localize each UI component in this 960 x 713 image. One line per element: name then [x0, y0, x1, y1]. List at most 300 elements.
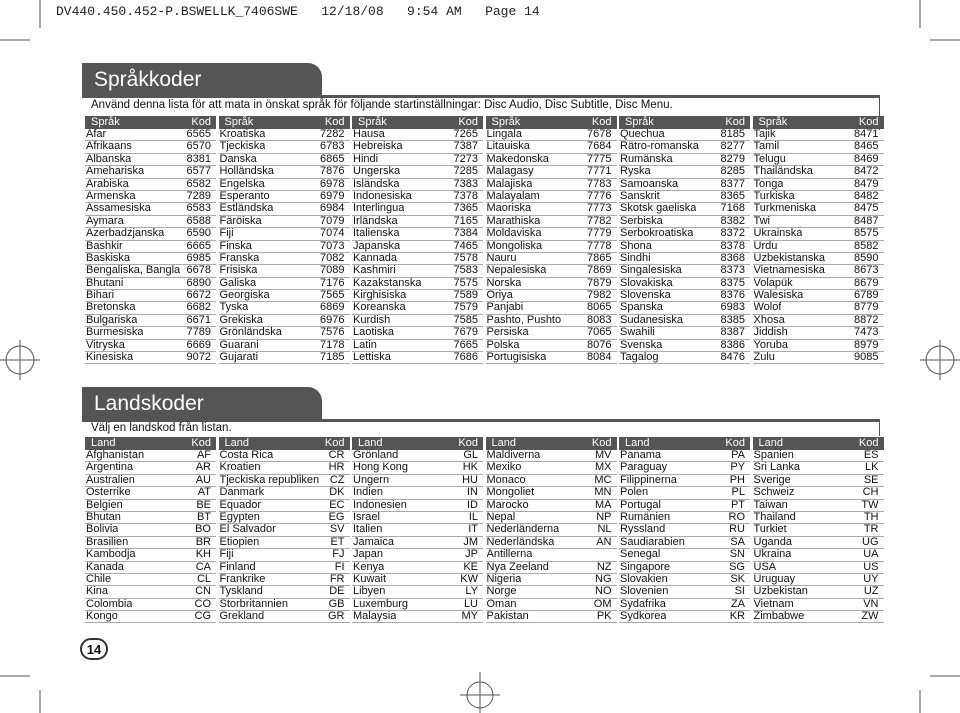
entry-code: GL	[463, 449, 478, 461]
column-header-code: Kod	[191, 437, 211, 449]
entry-name: Holländska	[219, 166, 274, 178]
entry-code: CO	[194, 597, 211, 610]
entry-code: TR	[863, 523, 879, 536]
entry-code: 6565	[186, 128, 211, 140]
entry-name: Slovakiska	[620, 277, 673, 289]
entry-code: 7365	[453, 202, 478, 215]
entry-code: UA	[863, 548, 879, 561]
entry-name: Esperanto	[219, 190, 270, 202]
entry-code: VN	[863, 597, 879, 610]
entry-name: Colombia	[86, 598, 133, 610]
country-codes-title: Landskoder	[82, 387, 322, 420]
entry-code: ZW	[861, 610, 879, 623]
entry-name: Mongoliet	[486, 487, 535, 499]
table-row	[85, 302, 216, 314]
entry-name: Japanska	[353, 240, 401, 252]
entry-code: 7783	[587, 177, 612, 190]
entry-code: 7378	[453, 189, 478, 202]
entry-name: Litauiska	[486, 141, 530, 153]
table-row	[753, 524, 884, 536]
column-header-name: Land	[625, 437, 650, 449]
entry-name: Marathiska	[486, 215, 541, 227]
column-header-name: Land	[91, 437, 116, 449]
entry-code: 7265	[453, 128, 478, 140]
entry-code: SN	[729, 548, 745, 561]
entry-name: Rumänien	[620, 511, 671, 523]
entry-code: 8385	[720, 313, 745, 326]
language-section-rule	[82, 95, 880, 98]
entry-code: GB	[328, 597, 345, 610]
entry-name: Kinesiska	[86, 352, 134, 364]
entry-name: Azerbadzjanska	[86, 228, 165, 240]
entry-name: Wolof	[753, 302, 782, 314]
entry-code: JM	[463, 535, 478, 548]
entry-name: Swahili	[620, 327, 655, 339]
table-row	[85, 586, 216, 598]
entry-code: US	[863, 560, 879, 573]
entry-code: 6669	[186, 338, 211, 351]
entry-code: KH	[195, 548, 211, 561]
entry-code: 7473	[854, 326, 879, 339]
table-row	[85, 352, 216, 364]
table-row	[85, 265, 216, 277]
entry-name: Ryska	[620, 166, 651, 178]
entry-code: 8277	[720, 140, 745, 153]
entry-name: Walesiska	[753, 290, 804, 302]
countries-column-2	[219, 437, 350, 623]
entry-code: BR	[195, 535, 211, 548]
entry-name: Urdu	[753, 240, 778, 252]
entry-code: 8471	[854, 128, 879, 140]
entry-code: 7285	[453, 165, 478, 178]
entry-name: Sindhi	[620, 252, 651, 264]
entry-code: 6570	[186, 140, 211, 153]
entry-name: Nederländska	[486, 536, 555, 548]
table-row	[85, 462, 216, 474]
table-row	[619, 265, 750, 277]
entry-name: Rätro-romanska	[620, 141, 699, 153]
entry-name: Bengaliska, Bangla	[86, 265, 181, 277]
entry-name: Ungerska	[353, 166, 401, 178]
entry-name: Japan	[353, 549, 383, 561]
table-row	[486, 462, 617, 474]
table-row	[352, 586, 483, 598]
table-row	[352, 549, 483, 561]
entry-code: AN	[596, 535, 612, 548]
table-row	[85, 327, 216, 339]
entry-code: 6678	[186, 264, 211, 277]
entry-name: Skotsk gaeliska	[620, 203, 697, 215]
entry-name: Italien	[353, 524, 383, 536]
entry-name: Grekland	[219, 611, 265, 623]
table-row	[486, 524, 617, 536]
entry-name: Sri Lanka	[753, 462, 800, 474]
entry-code: 7876	[320, 165, 345, 178]
table-row	[85, 141, 216, 153]
table-row	[753, 352, 884, 364]
column-header-code: Kod	[191, 116, 211, 128]
entry-name: Kanada	[86, 561, 124, 573]
column-header-name: Språk	[224, 116, 254, 128]
entry-name: Hausa	[353, 129, 385, 140]
entry-code: SE	[863, 473, 879, 486]
column-header-name: Språk	[625, 116, 654, 128]
table-row	[352, 611, 483, 623]
entry-code: 8377	[720, 177, 745, 190]
table-row	[486, 141, 617, 153]
entry-name: Turkiska	[753, 190, 795, 202]
table-row	[85, 166, 216, 178]
entry-code: 8590	[854, 251, 879, 264]
entry-name: Kuwait	[353, 573, 387, 585]
entry-name: Bashkir	[86, 240, 123, 252]
table-row	[352, 265, 483, 277]
entry-code: UG	[862, 535, 879, 548]
entry-name: Bulgariska	[86, 314, 138, 326]
entry-code: 6865	[320, 152, 345, 165]
entry-name: Armenska	[86, 190, 136, 202]
entry-code: SI	[734, 585, 745, 598]
entry-code: SA	[730, 535, 745, 548]
entry-name: Panama	[620, 450, 661, 461]
entry-name: Singapore	[620, 561, 671, 573]
entry-name: Kina	[86, 586, 109, 598]
column-header-code: Kod	[324, 116, 345, 128]
table-row	[219, 586, 350, 598]
entry-name: Afghanistan	[86, 450, 145, 461]
entry-code: 9072	[186, 351, 211, 364]
entry-name: Uganda	[753, 536, 793, 548]
entry-code: 7665	[453, 338, 478, 351]
entry-code: PH	[729, 473, 745, 486]
entry-code: 6978	[320, 177, 345, 190]
entry-code: HU	[462, 473, 478, 486]
column-header-code: Kod	[858, 437, 879, 449]
entry-name: Storbritannien	[219, 598, 288, 610]
entry-code: AT	[197, 486, 211, 499]
table-row	[352, 574, 483, 586]
entry-code: ZA	[730, 597, 745, 610]
entry-name: Australien	[86, 474, 135, 486]
entry-code: 7082	[320, 251, 345, 264]
entry-code: 8979	[854, 338, 879, 351]
entry-name: Uzbekistan	[753, 586, 808, 598]
entry-name: Bretonska	[86, 302, 136, 314]
table-row	[619, 302, 750, 314]
entry-name: Vitryska	[86, 339, 125, 351]
entry-name: Bhutan	[86, 511, 121, 523]
entry-code: 8076	[587, 338, 612, 351]
entry-name: Engelska	[219, 178, 265, 190]
table-row	[753, 141, 884, 153]
entry-name: Tjeckiska republiken	[219, 474, 320, 486]
entry-name: Luxemburg	[353, 598, 409, 610]
entry-name: Persiska	[486, 327, 529, 339]
column-header-code: Kod	[858, 116, 879, 128]
entry-code: 7384	[453, 227, 478, 240]
table-row	[219, 228, 350, 240]
table-row	[753, 586, 884, 598]
entry-name: Schweiz	[753, 487, 795, 499]
entry-name: Koreanska	[353, 302, 406, 314]
table-row	[352, 166, 483, 178]
entry-code: 7465	[453, 239, 478, 252]
entry-name: Uzbekistanska	[753, 252, 826, 264]
entry-name: Baskiska	[86, 252, 131, 264]
entry-code: 7387	[453, 140, 478, 153]
entry-code: PK	[596, 610, 612, 623]
entry-code: 6665	[186, 239, 211, 252]
entry-name: Ukrainska	[753, 228, 803, 240]
entry-code: 6985	[186, 251, 211, 264]
table-row	[85, 611, 216, 623]
entry-name: Finland	[219, 561, 256, 573]
entry-code: 7383	[453, 177, 478, 190]
entry-name: Norska	[486, 277, 522, 289]
table-row	[219, 302, 350, 314]
table-row	[486, 537, 617, 549]
entry-code: LK	[865, 461, 879, 474]
entry-name: Malajiska	[486, 178, 533, 190]
table-row	[753, 166, 884, 178]
entry-name: Frankrike	[219, 573, 266, 585]
entry-code: 6976	[320, 313, 345, 326]
entry-code: ES	[863, 449, 879, 461]
entry-name: Kannada	[353, 252, 398, 264]
entry-name: Jamaica	[353, 536, 394, 548]
table-row	[352, 352, 483, 364]
country-intro: Välj en landskod från listan.	[91, 422, 232, 434]
entry-name: Nauru	[486, 252, 517, 264]
entry-code: 8472	[854, 165, 879, 178]
table-row	[219, 141, 350, 153]
table-row	[753, 450, 884, 462]
table-row	[219, 487, 350, 499]
entry-code: CH	[862, 486, 879, 499]
entry-code: 7578	[453, 251, 478, 264]
entry-code: ID	[467, 498, 478, 511]
entry-name: Bhutani	[86, 277, 124, 289]
table-row	[352, 228, 483, 240]
column-header-name: Land	[758, 437, 783, 449]
entry-name: Marocko	[486, 499, 529, 511]
entry-code: 8386	[720, 338, 745, 351]
entry-code: IL	[468, 510, 478, 523]
entry-code: 7865	[587, 251, 612, 264]
entry-code: 8487	[854, 214, 879, 227]
entry-name: Twi	[753, 215, 770, 227]
entry-code: HR	[328, 461, 345, 474]
table-row	[753, 327, 884, 339]
entry-code: TH	[863, 510, 879, 523]
entry-name: Kambodja	[86, 549, 136, 561]
entry-name: Nigeria	[486, 573, 522, 585]
table-row	[85, 549, 216, 561]
column-header-code: Kod	[324, 437, 345, 449]
language-codes-title: Språkkoder	[82, 63, 322, 96]
entry-code: 8465	[854, 140, 879, 153]
entry-name: Brasilien	[86, 536, 129, 548]
languages-column-3	[352, 116, 483, 364]
entry-code: CL	[196, 572, 211, 585]
entry-name: Fiji	[219, 549, 234, 561]
entry-code: CR	[328, 449, 345, 461]
entry-code: 8372	[720, 227, 745, 240]
entry-code: 7282	[320, 128, 345, 140]
entry-name: Turkiet	[753, 524, 787, 536]
entry-code: 8365	[720, 189, 745, 202]
entry-name: Slovenska	[620, 290, 671, 302]
entry-code: IN	[467, 486, 478, 499]
entry-name: Tyska	[219, 302, 249, 314]
entry-code: 7576	[320, 326, 345, 339]
entry-name: Equador	[219, 499, 262, 511]
entry-code: BT	[196, 510, 211, 523]
table-row	[753, 203, 884, 215]
entry-name: Grekiska	[219, 314, 263, 326]
entry-name: Kurdish	[353, 314, 391, 326]
entry-name: Burmesiska	[86, 327, 144, 339]
entry-name: Hebreiska	[353, 141, 403, 153]
entry-name: Kroatiska	[219, 129, 266, 140]
entry-name: Xhosa	[753, 314, 785, 326]
entry-name: Albanska	[86, 153, 132, 165]
table-row	[486, 327, 617, 339]
table-row	[219, 166, 350, 178]
table-row	[352, 500, 483, 512]
entry-code: 6979	[320, 189, 345, 202]
entry-code: CA	[195, 560, 211, 573]
table-row	[219, 265, 350, 277]
entry-code: KE	[463, 560, 478, 573]
entry-code: IT	[468, 523, 478, 536]
entry-name: Jiddish	[753, 327, 788, 339]
language-intro: Använd denna lista för att mata in önskat språk för följande startinställningar: Disc Audio, Disc Subtitle, Disc Menu.	[91, 99, 673, 111]
entry-code: 6682	[186, 301, 211, 314]
table-row	[486, 265, 617, 277]
entry-name: Rumänska	[620, 153, 673, 165]
entry-name: Sydafrika	[620, 598, 666, 610]
entry-name: Shona	[620, 240, 652, 252]
entry-code: 7776	[587, 189, 612, 202]
table-row	[619, 327, 750, 339]
entry-code: 7771	[587, 165, 612, 178]
entry-name: Zimbabwe	[753, 611, 805, 623]
entry-code: 7185	[320, 351, 345, 364]
column-header-name: Språk	[491, 116, 521, 128]
entry-code: 8375	[720, 276, 745, 289]
entry-code: FJ	[332, 548, 345, 561]
country-code-table	[85, 437, 884, 623]
entry-code: UY	[863, 572, 879, 585]
entry-code: 6583	[186, 202, 211, 215]
table-row	[352, 141, 483, 153]
entry-name: Zulu	[753, 352, 775, 364]
countries-column-4	[486, 437, 617, 623]
entry-code: 7065	[587, 326, 612, 339]
entry-code: CG	[194, 610, 211, 623]
entry-name: Nepalesiska	[486, 265, 547, 277]
countries-column-6	[753, 437, 884, 623]
entry-code: 8382	[720, 214, 745, 227]
entry-name: Portugal	[620, 499, 661, 511]
entry-code: 7089	[320, 264, 345, 277]
table-row	[85, 203, 216, 215]
column-header-name: Land	[224, 437, 249, 449]
table-row	[753, 265, 884, 277]
countries-column-5	[619, 437, 750, 623]
entry-code: RU	[729, 523, 745, 536]
table-row	[352, 302, 483, 314]
languages-column-2	[219, 116, 350, 364]
entry-code: 6671	[186, 313, 211, 326]
entry-name: Georgiska	[219, 290, 270, 302]
table-row	[619, 487, 750, 499]
entry-code: 8387	[720, 326, 745, 339]
table-row	[352, 462, 483, 474]
table-row	[352, 524, 483, 536]
entry-name: Bolivia	[86, 524, 119, 536]
table-row	[619, 586, 750, 598]
entry-name: Samoanska	[620, 178, 679, 190]
entry-name: Bihari	[86, 290, 115, 302]
entry-name: Interlingua	[353, 203, 405, 215]
entry-code: 6582	[186, 177, 211, 190]
entry-name: Kongo	[86, 611, 118, 623]
languages-column-1	[85, 116, 216, 364]
entry-name: Malagasy	[486, 166, 534, 178]
entry-name: Makedonska	[486, 153, 549, 165]
entry-name: Galiska	[219, 277, 257, 289]
entry-code: 8065	[587, 301, 612, 314]
entry-name: Quechua	[620, 129, 665, 140]
entry-code: KW	[460, 572, 478, 585]
entry-name: Kenya	[353, 561, 385, 573]
entry-name: Svenska	[620, 339, 663, 351]
entry-name: Gujarati	[219, 352, 259, 364]
table-row	[219, 611, 350, 623]
entry-name: Oriya	[486, 290, 513, 302]
entry-code: 7073	[320, 239, 345, 252]
table-row	[219, 524, 350, 536]
entry-code: 7879	[587, 276, 612, 289]
entry-code: 7782	[587, 214, 612, 227]
table-row	[219, 537, 350, 549]
entry-name: Yoruba	[753, 339, 788, 351]
entry-code: CN	[195, 585, 211, 598]
entry-name: Sydkorea	[620, 611, 667, 623]
entry-name: Nepal	[486, 511, 516, 523]
entry-name: Sanskrit	[620, 190, 660, 202]
entry-code: 7773	[587, 202, 612, 215]
countries-column-3	[352, 437, 483, 623]
entry-code: NP	[596, 510, 612, 523]
table-row	[619, 352, 750, 364]
entry-name: Thailändska	[753, 166, 813, 178]
language-code-table	[85, 116, 884, 364]
entry-name: Färöiska	[219, 215, 262, 227]
entry-code: NZ	[596, 560, 612, 573]
column-header-name: Land	[491, 437, 516, 449]
entry-name: Hindi	[353, 153, 379, 165]
table-row	[619, 574, 750, 586]
entry-code: RO	[728, 510, 745, 523]
entry-code: OM	[593, 597, 612, 610]
entry-name: Laotiska	[353, 327, 394, 339]
entry-name: Maoriska	[486, 203, 532, 215]
entry-code: PY	[730, 461, 745, 474]
entry-code: 8475	[854, 202, 879, 215]
